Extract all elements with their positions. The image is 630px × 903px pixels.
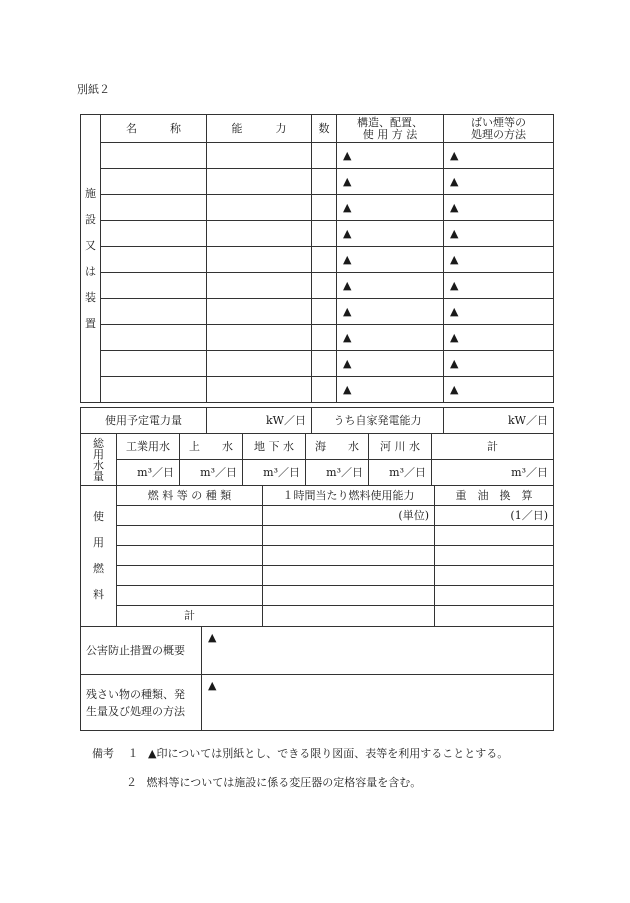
fuel-row — [81, 586, 554, 606]
facility-row — [81, 325, 554, 351]
tap-water-header: 上 水 — [180, 434, 243, 460]
name-cell[interactable] — [101, 325, 207, 351]
fuel-type-cell[interactable] — [117, 566, 263, 586]
fuel-type-cell[interactable] — [117, 526, 263, 546]
facility-row — [81, 169, 554, 195]
fuel-side-label: 使 用 燃 料 — [81, 486, 117, 627]
capacity-cell[interactable] — [207, 273, 312, 299]
name-cell[interactable] — [101, 195, 207, 221]
name-cell[interactable] — [101, 143, 207, 169]
oil-equivalent-cell[interactable] — [435, 586, 554, 606]
fuel-capacity-cell[interactable] — [263, 586, 435, 606]
count-cell[interactable] — [312, 169, 337, 195]
treatment-cell[interactable]: ▲ — [444, 377, 554, 403]
name-cell[interactable] — [101, 377, 207, 403]
name-cell[interactable] — [101, 299, 207, 325]
count-cell[interactable] — [312, 299, 337, 325]
treatment-cell[interactable]: ▲ — [444, 221, 554, 247]
capacity-cell[interactable] — [207, 377, 312, 403]
oil-equivalent-cell[interactable] — [435, 526, 554, 546]
pollution-measures-cell[interactable]: ▲ — [202, 627, 554, 675]
col-structure-header: 構造、配置、 使 用 方 法 — [337, 115, 444, 143]
col-capacity-header: 能 力 — [207, 115, 312, 143]
fuel-capacity-header: １時間当たり燃料使用能力 — [263, 486, 435, 506]
name-cell[interactable] — [101, 351, 207, 377]
water-total-cell[interactable]: m³／日 — [432, 460, 554, 486]
structure-cell[interactable]: ▲ — [337, 325, 444, 351]
water-value-cell[interactable]: m³／日 — [369, 460, 432, 486]
water-table — [80, 433, 554, 486]
structure-cell[interactable]: ▲ — [337, 299, 444, 325]
name-cell[interactable] — [101, 221, 207, 247]
measures-table — [80, 626, 554, 731]
river-water-header: 河 川 水 — [369, 434, 432, 460]
fuel-capacity-cell[interactable] — [263, 526, 435, 546]
count-cell[interactable] — [312, 377, 337, 403]
structure-cell[interactable]: ▲ — [337, 247, 444, 273]
oil-equivalent-unit[interactable]: (1／日) — [435, 506, 554, 526]
name-cell[interactable] — [101, 273, 207, 299]
water-side-label: 総 用 水 量 — [81, 434, 117, 486]
capacity-cell[interactable] — [207, 299, 312, 325]
document-header: 別紙２ — [77, 83, 110, 96]
fuel-type-header: 燃 料 等 の 種 類 — [117, 486, 263, 506]
self-generation-label: うち自家発電能力 — [312, 408, 444, 434]
oil-equivalent-cell[interactable] — [435, 546, 554, 566]
oil-equivalent-cell[interactable] — [435, 566, 554, 586]
count-cell[interactable] — [312, 273, 337, 299]
fuel-table — [80, 485, 554, 627]
count-cell[interactable] — [312, 143, 337, 169]
fuel-capacity-cell[interactable] — [263, 546, 435, 566]
col-count-header: 数 — [312, 115, 337, 143]
facility-row — [81, 221, 554, 247]
waste-label: 残さい物の種類、発 生量及び処理の方法 — [81, 675, 202, 731]
treatment-cell[interactable]: ▲ — [444, 143, 554, 169]
structure-cell[interactable]: ▲ — [337, 273, 444, 299]
facility-row — [81, 377, 554, 403]
power-label: 使用予定電力量 — [81, 408, 207, 434]
facility-side-label: 施 設 又 は 装 置 — [81, 115, 101, 403]
structure-cell[interactable]: ▲ — [337, 351, 444, 377]
structure-cell[interactable]: ▲ — [337, 195, 444, 221]
fuel-type-cell[interactable] — [117, 586, 263, 606]
fuel-type-cell[interactable] — [117, 546, 263, 566]
fuel-capacity-cell[interactable] — [263, 566, 435, 586]
count-cell[interactable] — [312, 195, 337, 221]
capacity-cell[interactable] — [207, 351, 312, 377]
note-2: ２ 燃料等については施設に係る変圧器の定格容量を含む。 — [126, 776, 422, 789]
water-value-cell[interactable]: m³／日 — [243, 460, 306, 486]
structure-cell[interactable]: ▲ — [337, 143, 444, 169]
count-cell[interactable] — [312, 247, 337, 273]
oil-equivalent-total-cell[interactable] — [435, 606, 554, 627]
fuel-row — [81, 546, 554, 566]
name-cell[interactable] — [101, 169, 207, 195]
capacity-cell[interactable] — [207, 169, 312, 195]
capacity-cell[interactable] — [207, 195, 312, 221]
capacity-cell[interactable] — [207, 143, 312, 169]
water-value-cell[interactable]: m³／日 — [180, 460, 243, 486]
self-generation-value-cell[interactable]: kW／日 — [444, 408, 554, 434]
treatment-cell[interactable]: ▲ — [444, 247, 554, 273]
col-treatment-header: ばい煙等の 処理の方法 — [444, 115, 554, 143]
count-cell[interactable] — [312, 351, 337, 377]
count-cell[interactable] — [312, 325, 337, 351]
treatment-cell[interactable]: ▲ — [444, 195, 554, 221]
capacity-cell[interactable] — [207, 247, 312, 273]
industrial-water-header: 工業用水 — [117, 434, 180, 460]
capacity-cell[interactable] — [207, 221, 312, 247]
water-value-cell[interactable]: m³／日 — [306, 460, 369, 486]
name-cell[interactable] — [101, 247, 207, 273]
waste-cell[interactable]: ▲ — [202, 675, 554, 731]
facility-row — [81, 195, 554, 221]
fuel-row — [81, 566, 554, 586]
oil-equivalent-header: 重 油 換 算 — [435, 486, 554, 506]
water-value-cell[interactable]: m³／日 — [117, 460, 180, 486]
treatment-cell[interactable]: ▲ — [444, 299, 554, 325]
facility-row — [81, 143, 554, 169]
col-name-header: 名 称 — [101, 115, 207, 143]
fuel-capacity-total-cell[interactable] — [263, 606, 435, 627]
note-1: 備考 １ ▲印については別紙とし、できる限り図面、表等を利用することとする。 — [92, 747, 509, 760]
facility-table — [80, 114, 554, 403]
capacity-cell[interactable] — [207, 325, 312, 351]
structure-cell[interactable]: ▲ — [337, 221, 444, 247]
treatment-cell[interactable]: ▲ — [444, 351, 554, 377]
fuel-type-cell[interactable] — [117, 506, 263, 526]
water-total-header: 計 — [432, 434, 554, 460]
treatment-cell[interactable]: ▲ — [444, 273, 554, 299]
fuel-row — [81, 526, 554, 546]
treatment-cell[interactable]: ▲ — [444, 169, 554, 195]
power-table — [80, 407, 554, 434]
power-value-cell[interactable]: kW／日 — [207, 408, 312, 434]
facility-row — [81, 299, 554, 325]
fuel-capacity-unit[interactable]: (単位) — [263, 506, 435, 526]
structure-cell[interactable]: ▲ — [337, 169, 444, 195]
pollution-measures-label: 公害防止措置の概要 — [81, 627, 202, 675]
count-cell[interactable] — [312, 221, 337, 247]
treatment-cell[interactable]: ▲ — [444, 325, 554, 351]
facility-row — [81, 273, 554, 299]
seawater-header: 海 水 — [306, 434, 369, 460]
groundwater-header: 地 下 水 — [243, 434, 306, 460]
fuel-total-label: 計 — [117, 606, 263, 627]
structure-cell[interactable]: ▲ — [337, 377, 444, 403]
facility-row — [81, 247, 554, 273]
facility-row — [81, 351, 554, 377]
